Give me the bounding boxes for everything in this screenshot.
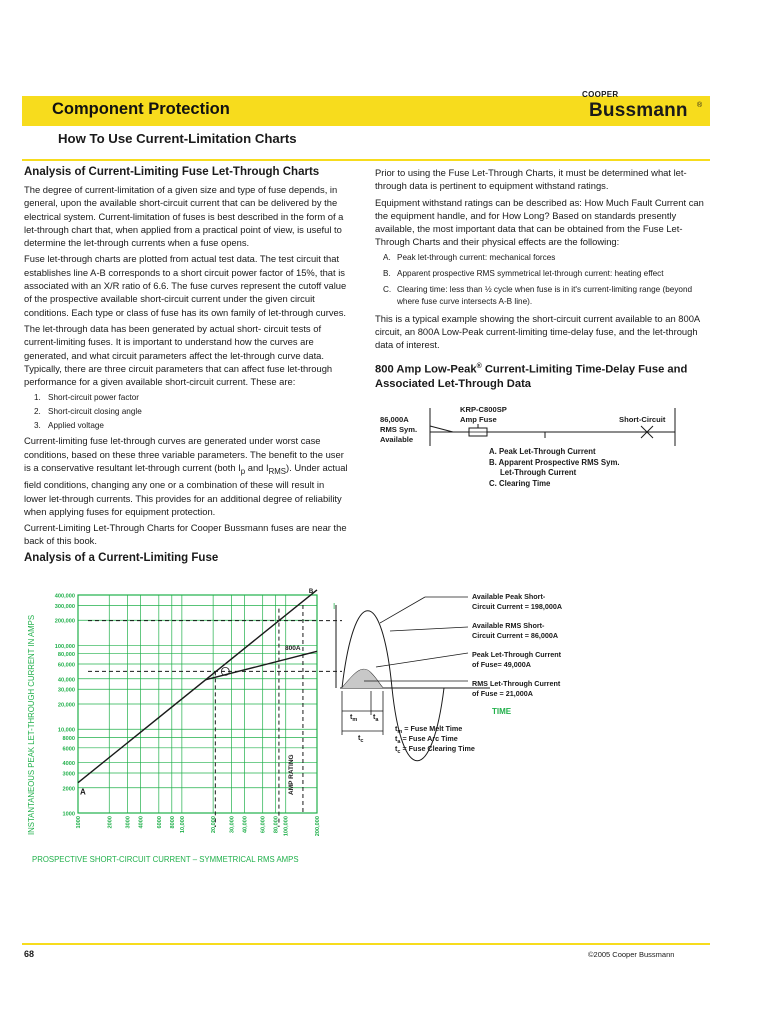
right-paragraph-2: Equipment withstand ratings can be described as: How Much Fault Current can the equipment handle, and for How Long? Based on standards presently available, the most important data that can be obtained from the Fuse Let-Through Charts and their physical effects are the following: xyxy=(375,196,704,248)
left-heading-2: Analysis of a Current-Limiting Fuse xyxy=(24,552,219,564)
melt-time-label: $t_m$ xyxy=(350,712,358,723)
source-label: 86,000A xyxy=(380,415,409,424)
definition-line: $t_a$ = Fuse Arc Time xyxy=(395,734,458,745)
y-tick-label: 4000 xyxy=(62,761,75,768)
parameter-list xyxy=(34,392,348,432)
y-tick-label: 6000 xyxy=(62,746,75,753)
x-tick-label: 20,000 xyxy=(211,816,218,834)
let-through-area xyxy=(342,669,383,688)
y-tick-label: 100,000 xyxy=(54,643,75,650)
x-tick-label: 2000 xyxy=(107,816,114,829)
y-tick-label: 30,000 xyxy=(57,687,75,694)
circuit-legend: A. Peak Let-Through Current B. Apparent Prospective RMS Sym. Let-Through Current C. Clearing Time xyxy=(489,447,620,488)
clearing-time-label: $t_c$ xyxy=(358,733,364,744)
definition-line: $t_m$ = Fuse Melt Time xyxy=(395,724,463,735)
x-tick-label: 60,000 xyxy=(260,816,267,834)
list-item: 3. Applied voltage xyxy=(34,421,104,431)
footer-rule xyxy=(22,943,710,945)
page-number: 68 xyxy=(24,949,35,959)
list-item: B. Apparent prospective RMS symmetrical let-through current: heating effect xyxy=(383,268,664,278)
data-list xyxy=(383,252,705,308)
current-axis-label: I xyxy=(333,602,336,611)
annotation-label: of Fuse = 21,000A xyxy=(472,689,533,698)
y-tick-label: 60,000 xyxy=(57,662,75,669)
y-tick-label: 40,000 xyxy=(57,677,75,684)
left-paragraph-4: Current-limiting fuse let-through curves are generated under worst case conditions, based on these three variable parameters. The benefit to the user is a conservative resultant let-through current (both $I_p$ and $I_{RMS}$). Under actual field conditions, changing any one or a combination of these will result in lower let-through currents. This provides for an additional degree of reliability when applying fuses for equipment protection. xyxy=(24,435,348,517)
page-subtitle: How To Use Current-Limitation Charts xyxy=(58,131,297,146)
left-column xyxy=(24,183,348,551)
list-item: A. Peak let-through current: mechanical forces xyxy=(383,252,556,262)
annotation-label: Available RMS Short- xyxy=(472,621,545,630)
x-tick-label: 1000 xyxy=(76,816,82,829)
amp-rating-label: AMP RATING xyxy=(288,754,295,795)
fuse-curve-label: 800A xyxy=(285,644,301,652)
left-paragraph-2: Fuse let-through charts are plotted from actual test data. The test circuit that establishes line A-B corresponds to a short circuit power factor of 15%, that is associated with an X/R ratio of 6.6. The fuse curves represent the cutoff value of the prospective available short-circuit current under the given circuit conditions. Each type or class of fuse has its own family of let-through curves. xyxy=(24,253,347,318)
let-through-chart xyxy=(22,585,342,870)
y-tick-label: 20,000 xyxy=(57,702,75,709)
brand-registered-mark: ® xyxy=(697,102,703,109)
right-paragraph-1: Prior to using the Fuse Let-Through Charts, it must be determined what let-through data is pertinent to equipment withstand ratings. xyxy=(375,167,687,192)
fuse-heading: 800 Amp Low-Peak® Current-Limiting Time-Delay Fuse and Associated Let-Through Data xyxy=(375,363,688,391)
x-tick-label: 6000 xyxy=(156,816,163,829)
list-item: 1. Short-circuit power factor xyxy=(34,393,140,403)
arc-time-label: $t_a$ xyxy=(373,712,379,723)
chart-y-axis-label: INSTANTANEOUS PEAK LET-THROUGH CURRENT IN AMPS xyxy=(27,614,36,835)
x-tick-label: 30,000 xyxy=(229,816,236,834)
fuse-label: Amp Fuse xyxy=(460,415,497,424)
header-rule xyxy=(22,159,710,161)
y-tick-label: 10,000 xyxy=(57,727,75,734)
y-tick-label: 8000 xyxy=(62,735,75,742)
y-tick-label: 80,000 xyxy=(57,652,75,659)
annotation-label: Peak Let-Through Current xyxy=(472,650,562,659)
ab-line xyxy=(78,590,317,783)
switch-icon xyxy=(430,426,453,432)
x-tick-label: 8000 xyxy=(169,816,176,829)
left-paragraph-5: Current-Limiting Let-Through Charts for Cooper Bussmann fuses are near the back of this book. xyxy=(24,522,347,547)
fault-label: Short-Circuit xyxy=(619,415,666,424)
x-tick-label: 10,000 xyxy=(179,816,186,834)
x-tick-label: 4000 xyxy=(138,816,145,829)
y-tick-label: 2000 xyxy=(62,786,75,793)
y-tick-label: 400,000 xyxy=(54,593,75,600)
y-tick-label: 3000 xyxy=(62,771,75,778)
right-column xyxy=(375,166,705,355)
annotation-label: Available Peak Short- xyxy=(472,592,546,601)
annotation-label: Circuit Current = 86,000A xyxy=(472,631,559,640)
x-tick-label: 80,000 xyxy=(273,816,280,834)
point-b-label: B xyxy=(308,589,314,595)
x-tick-label: 3000 xyxy=(125,816,132,829)
point-a-label: A xyxy=(80,787,86,797)
definition-line: $t_c$ = Fuse Clearing Time xyxy=(395,744,475,755)
y-tick-label: 300,000 xyxy=(54,603,75,610)
source-label: Available xyxy=(380,435,414,444)
copyright: ©2005 Cooper Bussmann xyxy=(588,950,675,959)
left-paragraph-1: The degree of current-limitation of a given size and type of fuse depends, in general, upon the available short-circuit current that can be delivered by the electrical system. Current-limitation of fuses is best described in the form of a let-through chart that, when applied from a practical point of view, is useful to determine the let-through currents when a fuse opens. xyxy=(24,184,344,249)
source-label: RMS Sym. xyxy=(380,425,418,434)
annotation-label: of Fuse= 49,000A xyxy=(472,660,531,669)
left-paragraph-3: The let-through data has been generated by actual short- circuit tests of current-limiting fuses. It is important to understand how the curves are generated, and what circuit parameters affect the let-through curve data. Typically, there are three circuit parameters that can affect fuse let-through performance for a given available short-circuit current. These are: xyxy=(24,322,333,388)
time-axis-label: TIME xyxy=(492,707,512,716)
annotation-label: RMS Let-Through Current xyxy=(472,679,561,688)
brand-cooper-label: COOPER xyxy=(582,90,619,99)
x-tick-label: 100,000 xyxy=(283,816,290,837)
left-heading: Analysis of Current-Limiting Fuse Let-Through Charts xyxy=(24,166,320,178)
fuse-label: KRP-C800SP xyxy=(460,405,507,414)
y-tick-label: 1000 xyxy=(62,811,75,818)
y-tick-label: 200,000 xyxy=(54,618,75,625)
right-paragraph-3: This is a typical example showing the short-circuit current available to an 800A circuit, an 800A Low-Peak current-limiting time-delay fuse, and the let-through data of interest. xyxy=(375,312,700,351)
section-title: Component Protection xyxy=(52,100,230,118)
x-tick-label: 40,000 xyxy=(242,816,249,834)
annotation-label: Circuit Current = 198,000A xyxy=(472,602,563,611)
chart-x-axis-label: PROSPECTIVE SHORT-CIRCUIT CURRENT – SYMMETRICAL RMS AMPS xyxy=(32,855,299,864)
list-item: C. Clearing time: less than ½ cycle when fuse is in it's current-limiting range (beyond where fuse curve intersects A-B line). xyxy=(383,284,693,306)
x-tick-label: 200,000 xyxy=(315,816,321,837)
brand-logo: Bussmann xyxy=(589,100,688,121)
waveform-diagram xyxy=(320,585,710,770)
list-item: 2. Short-circuit closing angle xyxy=(34,407,142,417)
